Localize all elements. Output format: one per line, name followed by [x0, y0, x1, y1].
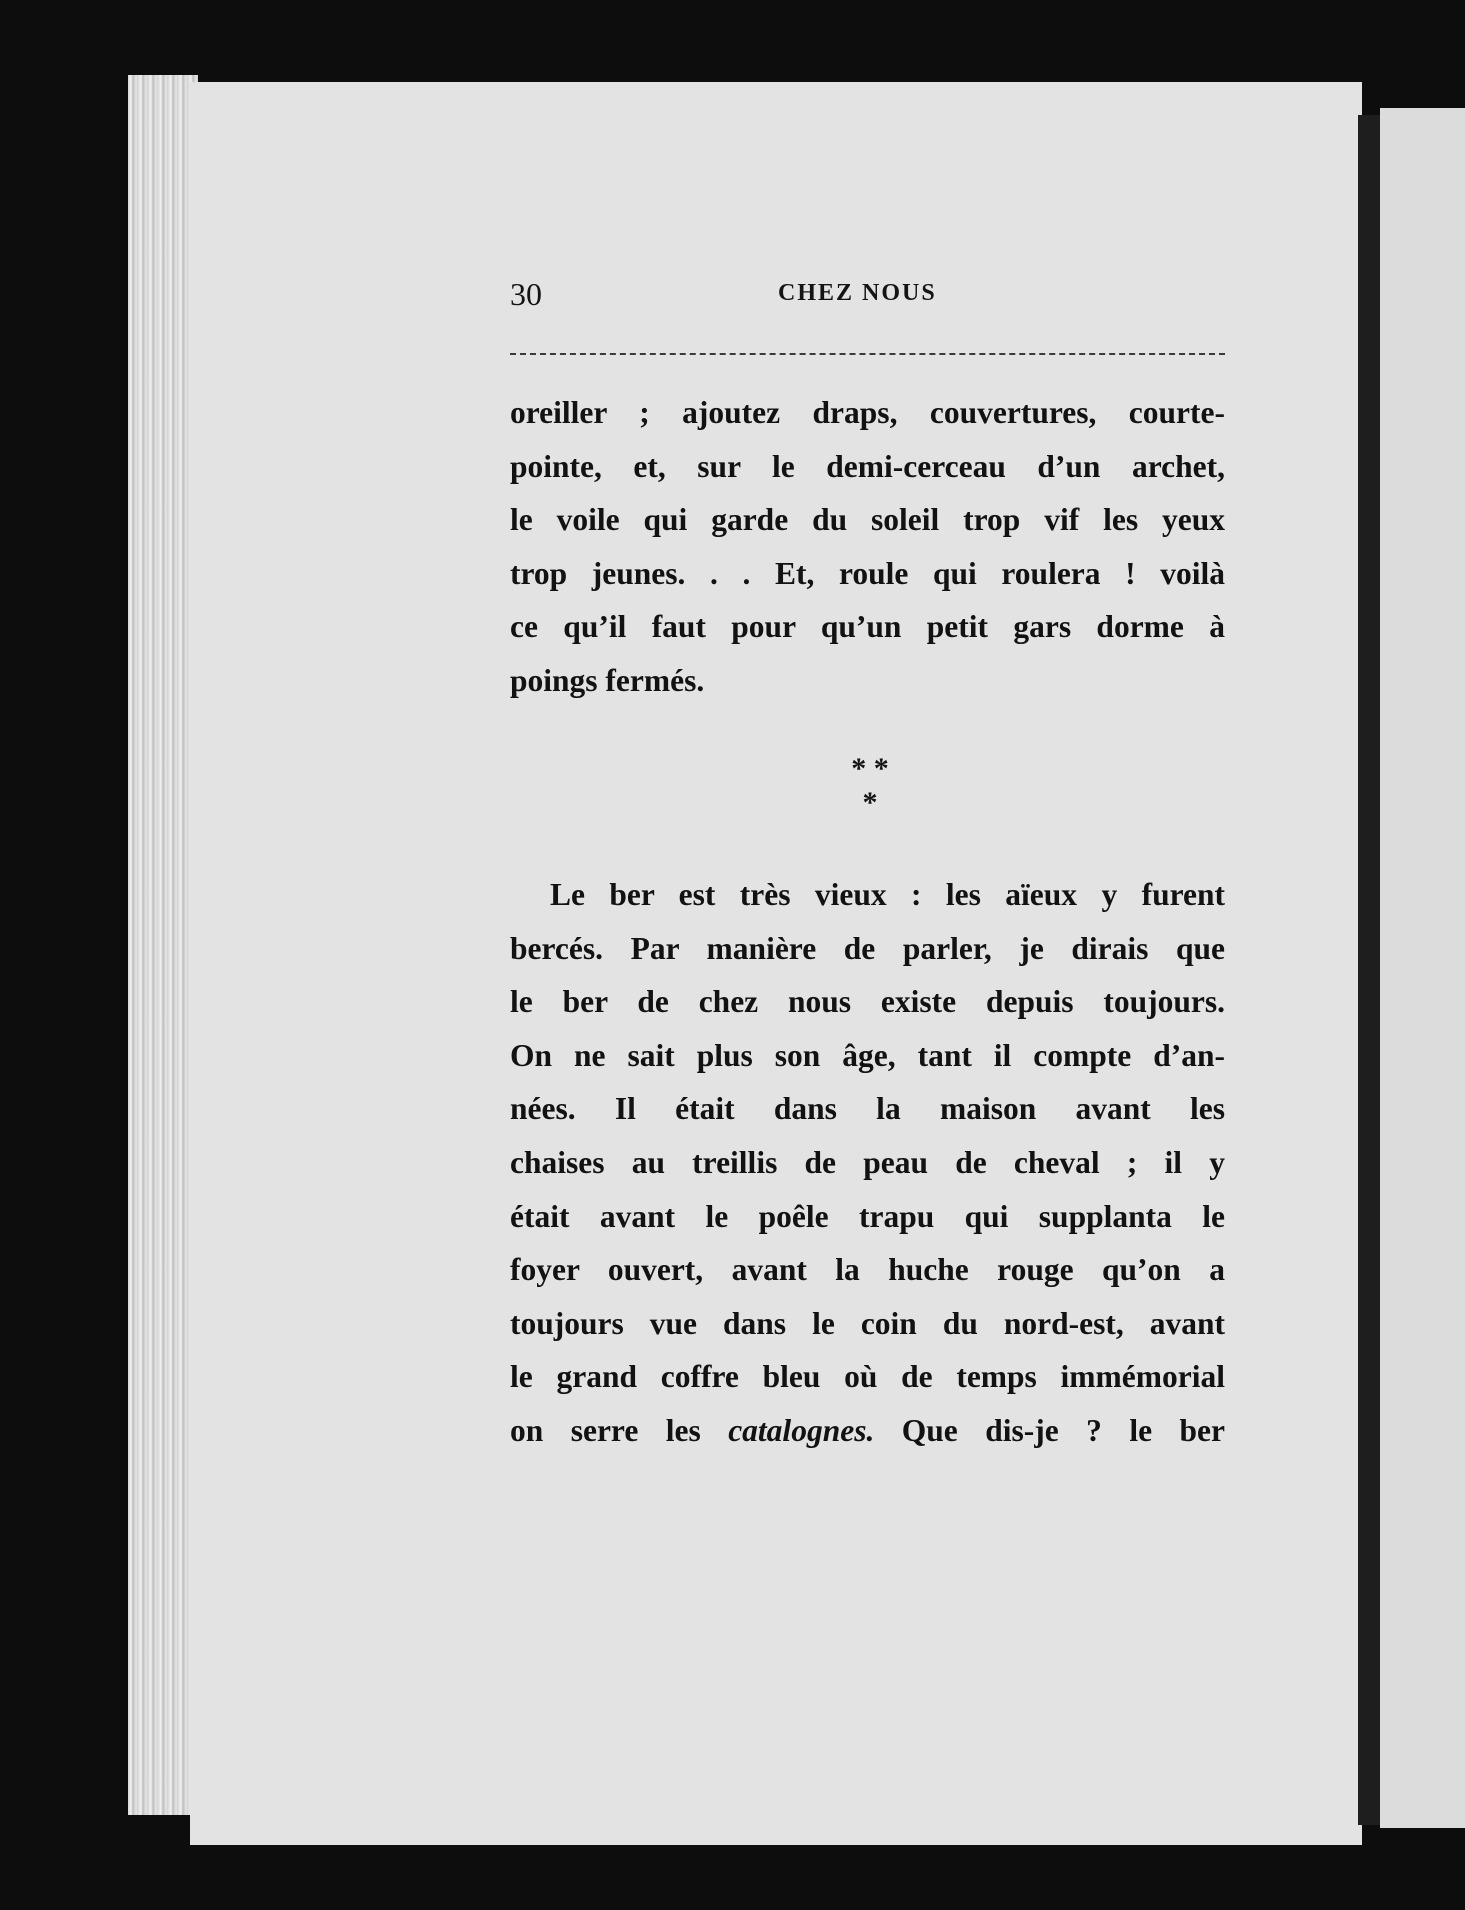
paragraph-2	[510, 868, 1225, 1458]
text-fragment: on serre les	[510, 1412, 729, 1448]
text-line: oreiller ; ajoutez draps, couvertures, courte-	[510, 395, 1225, 430]
text-line: nées. Il était dans la maison avant les	[510, 1091, 1225, 1127]
page-number: 30	[510, 276, 542, 312]
text-line: le ber de chez nous existe depuis toujours.	[510, 984, 1225, 1020]
text-line: trop jeunes. . . Et, roule qui roulera ! voilà	[510, 555, 1225, 591]
text-line: pointe, et, sur le demi-cerceau d’un archet,	[510, 448, 1225, 484]
text-line: On ne sait plus son âge, tant il compte d’an-	[510, 1037, 1225, 1073]
text-line: poings fermés.	[510, 662, 705, 698]
text-line: était avant le poêle trapu qui supplanta le	[510, 1198, 1225, 1234]
text-line: le grand coffre bleu où de temps immémorial	[510, 1359, 1225, 1395]
section-break-asterism	[820, 752, 920, 820]
asterism-top: * *	[851, 752, 889, 785]
asterism-bottom: *	[862, 786, 878, 819]
text-line: Le ber est très vieux : les aïeux y furent	[550, 877, 1225, 912]
book-gutter	[1358, 115, 1380, 1825]
running-title: CHEZ NOUS	[778, 280, 937, 306]
text-line: bercés. Par manière de parler, je dirais que	[510, 930, 1225, 966]
text-line: le voile qui garde du soleil trop vif les yeux	[510, 502, 1225, 538]
header-rule	[510, 353, 1225, 355]
text-line: toujours vue dans le coin du nord-est, avant	[510, 1305, 1225, 1341]
next-page-edge	[1380, 108, 1465, 1828]
paragraph-1	[510, 386, 1225, 708]
running-header	[510, 276, 1225, 316]
text-fragment: Que dis-je ? le ber	[874, 1412, 1225, 1448]
text-line: foyer ouvert, avant la huche rouge qu’on a	[510, 1252, 1225, 1288]
page-edges	[128, 75, 198, 1815]
text-line-last	[510, 1404, 1225, 1458]
text-line: chaises au treillis de peau de cheval ; il y	[510, 1144, 1225, 1180]
italic-word: catalognes.	[728, 1412, 875, 1448]
text-line: ce qu’il faut pour qu’un petit gars dorme à	[510, 609, 1225, 645]
